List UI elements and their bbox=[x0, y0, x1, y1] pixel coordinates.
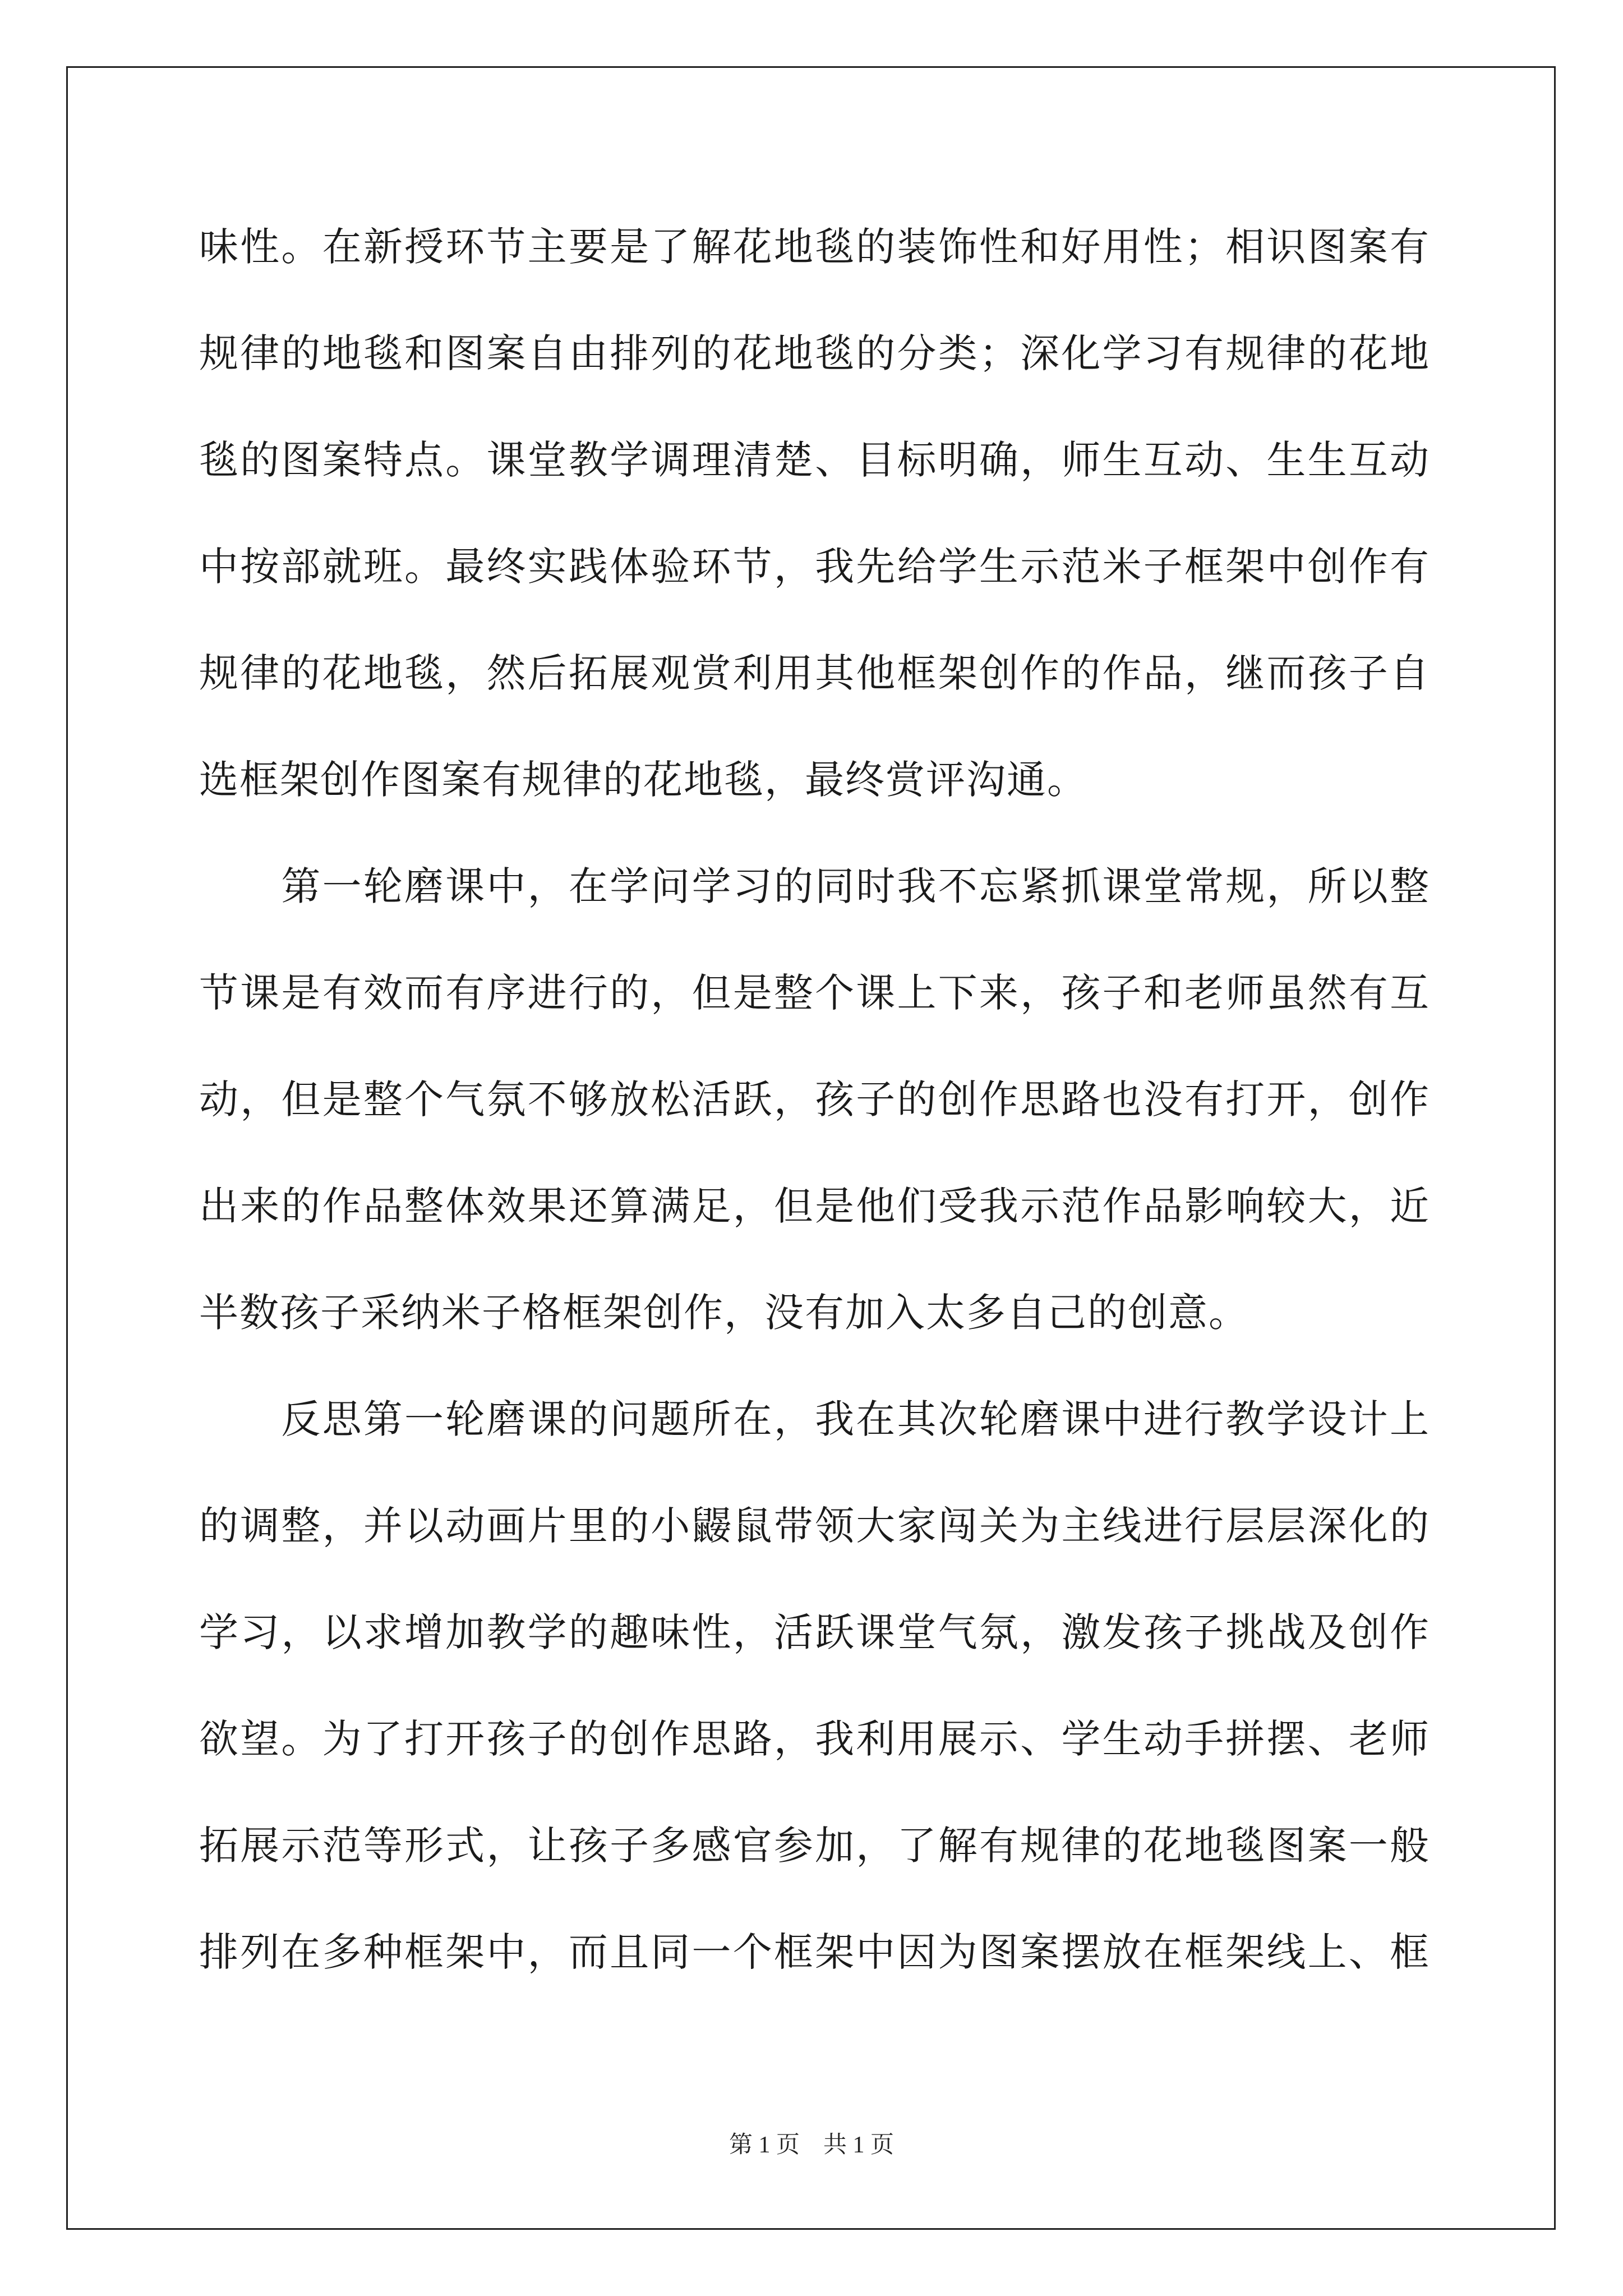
page-number-footer: 第 1 页 共 1 页 bbox=[728, 2132, 894, 2158]
text-line: 节课是有效而有序进行的，但是整个课上下来，孩子和老师虽然有互 bbox=[199, 970, 1430, 1016]
text-line: 选框架创作图案有规律的花地毯，最终赏评沟通。 bbox=[199, 757, 1087, 803]
text-line: 动，但是整个气氛不够放松活跃，孩子的创作思路也没有打开，创作 bbox=[199, 1076, 1430, 1122]
text-line: 毯的图案特点。课堂教学调理清楚、目标明确，师生互动、生生互动 bbox=[199, 437, 1430, 483]
text-line: 的调整，并以动画片里的小鼹鼠带领大家闯关为主线进行层层深化的 bbox=[199, 1503, 1430, 1549]
text-line: 规律的地毯和图案自由排列的花地毯的分类；深化学习有规律的花地 bbox=[199, 330, 1430, 376]
text-line: 学习，以求增加教学的趣味性，活跃课堂气氛，激发孩子挑战及创作 bbox=[199, 1609, 1430, 1655]
text-line: 味性。在新授环节主要是了解花地毯的装饰性和好用性；相识图案有 bbox=[199, 224, 1430, 270]
text-line: 半数孩子采纳米子格框架创作，没有加入太多自己的创意。 bbox=[199, 1290, 1249, 1336]
text-line: 出来的作品整体效果还算满足，但是他们受我示范作品影响较大，近 bbox=[199, 1183, 1430, 1229]
document-body bbox=[199, 210, 1430, 2022]
text-line: 欲望。为了打开孩子的创作思路，我利用展示、学生动手拼摆、老师 bbox=[199, 1716, 1430, 1762]
text-line: 排列在多种框架中，而且同一个框架中因为图案摆放在框架线上、框 bbox=[199, 1929, 1430, 1975]
text-line: 第一轮磨课中，在学问学习的同时我不忘紧抓课堂常规，所以整 bbox=[199, 863, 1430, 909]
text-line: 反思第一轮磨课的问题所在，我在其次轮磨课中进行教学设计上 bbox=[199, 1396, 1430, 1442]
text-line: 中按部就班。最终实践体验环节，我先给学生示范米子框架中创作有 bbox=[199, 544, 1430, 590]
text-line: 拓展示范等形式，让孩子多感官参加，了解有规律的花地毯图案一般 bbox=[199, 1823, 1430, 1869]
text-line: 规律的花地毯，然后拓展观赏利用其他框架创作的作品，继而孩子自 bbox=[199, 650, 1430, 696]
